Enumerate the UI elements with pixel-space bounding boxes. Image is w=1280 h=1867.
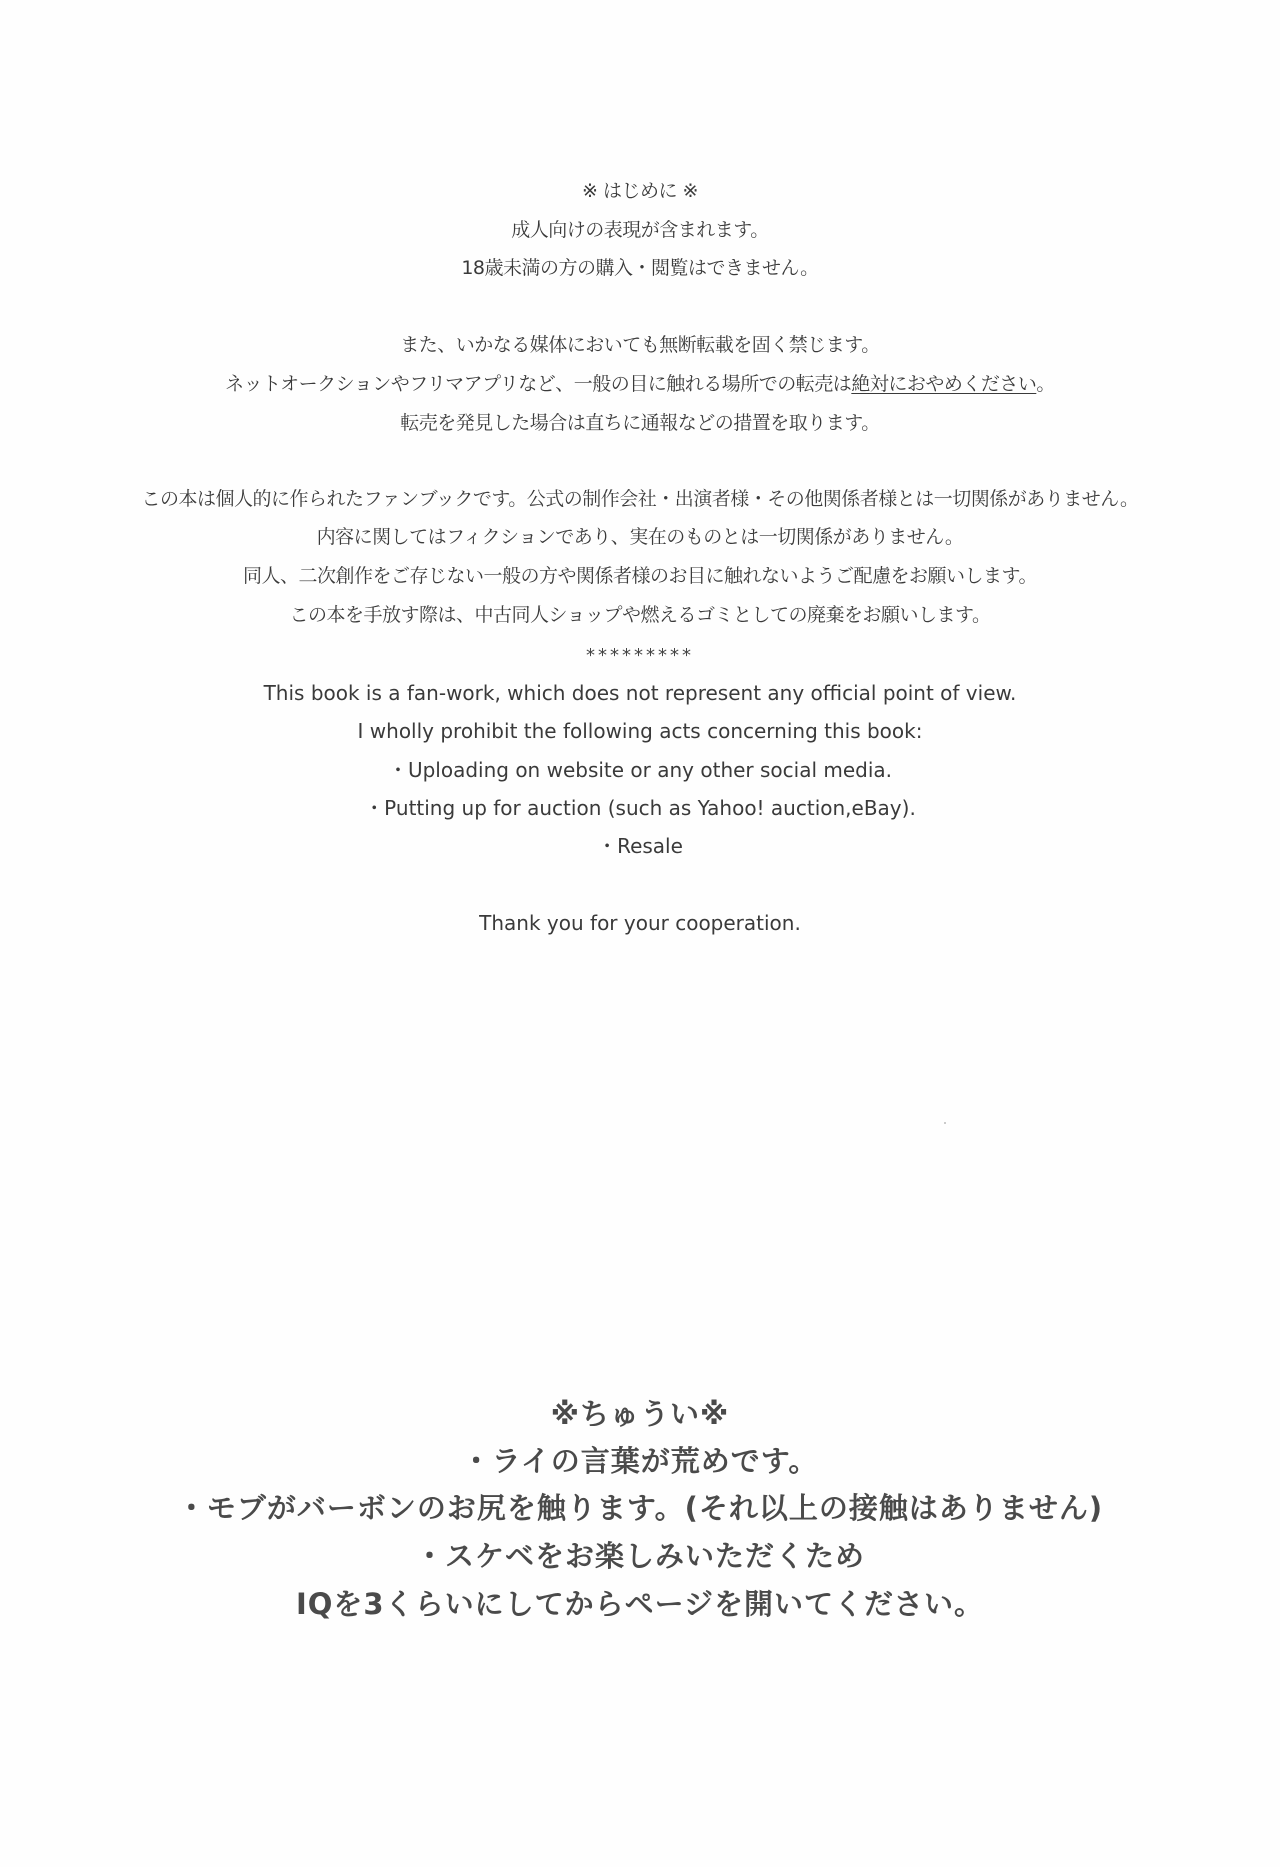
caution-line-3: ・スケベをお楽しみいただくため [414,1539,865,1573]
reproduction-line-3: 転売を発見した場合は直ちに通報などの措置を取ります。 [400,412,880,434]
separator-stars: ********* [586,645,694,666]
fanbook-line-1: この本は個人的に作られたファンブックです。公式の制作会社・出演者様・その他関係者様とは一切関係がありません。 [141,488,1139,510]
english-line-1: This book is a fan-work, which does not represent any official point of view. [263,681,1017,705]
english-line-4: ・Putting up for auction (such as Yahoo! auction,eBay). [364,796,916,820]
english-line-3: ・Uploading on website or any other social media. [387,758,893,782]
caution-heading: ※ちゅうい※ [550,1397,730,1431]
fanbook-line-3: 同人、二次創作をご存じない一般の方や関係者様のお目に触れないようご配慮をお願いします。 [243,565,1037,587]
reproduction-line-2 [0,375,1280,394]
english-line-5: ・Resale [597,834,683,858]
reproduction-line-2-underlined: 絶対におやめください [851,373,1037,395]
english-thanks: Thank you for your cooperation. [479,911,801,935]
fanbook-line-4: この本を手放す際は、中古同人ショップや燃えるゴミとしての廃棄をお願いします。 [289,604,991,626]
reproduction-line-2-suffix: 。 [1036,373,1055,395]
fanbook-line-2: 内容に関してはフィクションであり、実在のものとは一切関係がありません。 [316,526,964,548]
intro-heading: ※ はじめに ※ [582,180,698,202]
caution-line-4: IQを3くらいにしてからページを開いてください。 [295,1587,985,1621]
caution-line-2: ・モブがバーボンのお尻を触ります。(それ以上の接触はありません) [176,1491,1104,1525]
intro-line-age: 18歳未満の方の購入・閲覧はできません。 [461,257,819,279]
intro-line-adult: 成人向けの表現が含まれます。 [511,219,769,241]
english-line-2: I wholly prohibit the following acts concerning this book: [357,719,923,743]
paper-speck [944,1122,946,1124]
reproduction-line-1: また、いかなる媒体においても無断転載を固く禁じます。 [400,334,880,356]
reproduction-line-2-prefix: ネットオークションやフリマアプリなど、一般の目に触れる場所での転売は [225,373,852,395]
caution-line-1: ・ライの言葉が荒めです。 [461,1444,819,1478]
